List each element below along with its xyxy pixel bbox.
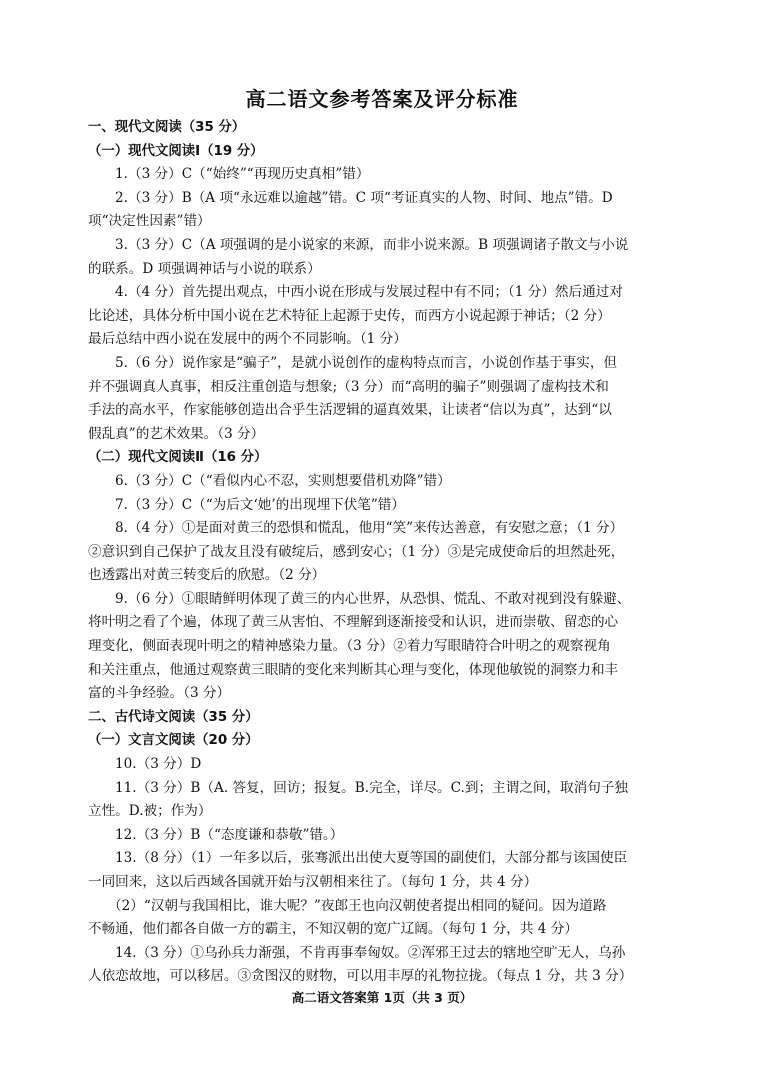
answer-line: 并不强调真人真事，相反注重创造与想象;（3 分）而“高明的骗子”则强调了虚构技术和 [88, 378, 609, 395]
answer-content [88, 116, 680, 989]
answer-line: 项“决定性因素”错） [88, 213, 211, 230]
answer-line: 最后总结中西小说在发展中的两个不同影响。（1 分） [88, 331, 407, 348]
answer-line: 7.（3 分）C（“为后文‘她’的出现埋下伏笔”错） [115, 496, 405, 513]
answer-line: 6.（3 分）C（“看似内心不忍，实则想要借机劝降”错） [115, 472, 451, 489]
answer-line: 9.（6 分）①眼睛鲜明体现了黄三的内心世界，从恐惧、慌乱、不敢对视到没有躲避、 [115, 590, 631, 607]
answer-line: 8.（4 分）①是面对黄三的恐惧和慌乱，他用“笑”来传达善意，有安慰之意；（1 分） [115, 520, 624, 537]
answer-line: 比论述，具体分析中国小说在艺术特征上起源于史传，而西方小说起源于神话；（2 分） [88, 307, 611, 324]
answer-line: 假乱真”的艺术效果。（3 分） [88, 425, 265, 442]
answer-line: 14.（3 分）①乌孙兵力渐强，不肯再事奉匈奴。②浑邪王过去的辖地空旷无人，乌孙 [115, 944, 626, 961]
section-heading: （一）现代文阅读Ⅰ（19 分） [88, 143, 264, 159]
page-footer: 高二语文答案第 1页（共 3 页） [291, 990, 473, 1005]
answer-line: 4.（4 分）首先提出观点，中西小说在形成与发展过程中有不同；（1 分）然后通过对 [115, 284, 623, 301]
document-title: 高二语文参考答案及评分标准 [245, 87, 519, 111]
answer-line: 也透露出对黄三转变后的欣慰。（2 分） [88, 567, 326, 584]
answer-line: 10.（3 分）D [115, 756, 202, 773]
answer-line: 不畅通，他们都各自做一方的霸主，不知汉朝的宽广辽阔。（每句 1 分，共 4 分） [88, 921, 578, 938]
answer-line: 5.（6 分）说作家是“骗子”，是就小说创作的虚构特点而言，小说创作基于事实，但 [115, 354, 618, 371]
answer-line: 将叶明之看了个遍，体现了黄三从害怕、不理解到逐渐接受和认识，进而崇敬、留恋的心 [88, 614, 619, 631]
answer-line: 13.（8 分）（1）一年多以后，张骞派出出使大夏等国的副使们，大部分都与该国使臣 [115, 850, 628, 867]
section-heading: （二）现代文阅读Ⅱ（16 分） [88, 450, 268, 466]
answer-line: 一同回来，这以后西域各国就开始与汉朝相来往了。（每句 1 分，共 4 分） [88, 874, 538, 890]
section-heading: 二、古代诗文阅读（35 分） [88, 709, 259, 725]
answer-line: 3.（3 分）C（A 项强调的是小说家的来源，而非小说来源。B 项强调诸子散文与小说 [115, 236, 629, 253]
answer-line: 理变化，侧面表现叶明之的精神感染力量。（3 分）②着力写眼睛符合叶明之的观察视角 [88, 638, 611, 655]
answer-line: 手法的高水平，作家能够创造出合乎生活逻辑的逼真效果，让读者“信以为真”，达到“以 [88, 402, 612, 419]
answer-line: 1.（3 分）C（“始终”“再现历史真相”错） [115, 166, 370, 183]
section-heading: （一）文言文阅读（20 分） [88, 733, 259, 749]
answer-line: 的联系。D 项强调神话与小说的联系） [88, 260, 321, 277]
answer-line: 11.（3 分）B（A. 答复，回访；报复。B.完全，详尽。C.到；主谓之间，取消句子独 [115, 779, 628, 796]
answer-line: 立性。D.被；作为） [88, 803, 212, 820]
answer-line: 12.（3 分）B（“态度谦和恭敬”错。） [115, 826, 344, 843]
answer-line: 2.（3 分）B（A 项“永远难以逾越”错。C 项“考证真实的人物、时间、地点”错。D [115, 189, 613, 206]
section-heading: 一、现代文阅读（35 分） [88, 120, 246, 135]
answer-line: 人依恋故地，可以移居。③贪图汉的财物，可以用丰厚的礼物拉拢。（每点 1 分，共 3 分） [88, 968, 633, 985]
answer-line: （2）“汉朝与我国相比，谁大呢？”夜郎王也向汉朝使者提出相同的疑问。因为道路 [108, 897, 607, 914]
answer-line: ②意识到自己保护了战友且没有破绽后，感到安心；（1 分）③是完成使命后的坦然赴死， [88, 543, 625, 560]
answer-line: 和关注重点，他通过观察黄三眼睛的变化来判断其心理与变化，体现他敏锐的洞察力和丰 [88, 661, 619, 678]
answer-line: 富的斗争经验。（3 分） [88, 685, 231, 702]
